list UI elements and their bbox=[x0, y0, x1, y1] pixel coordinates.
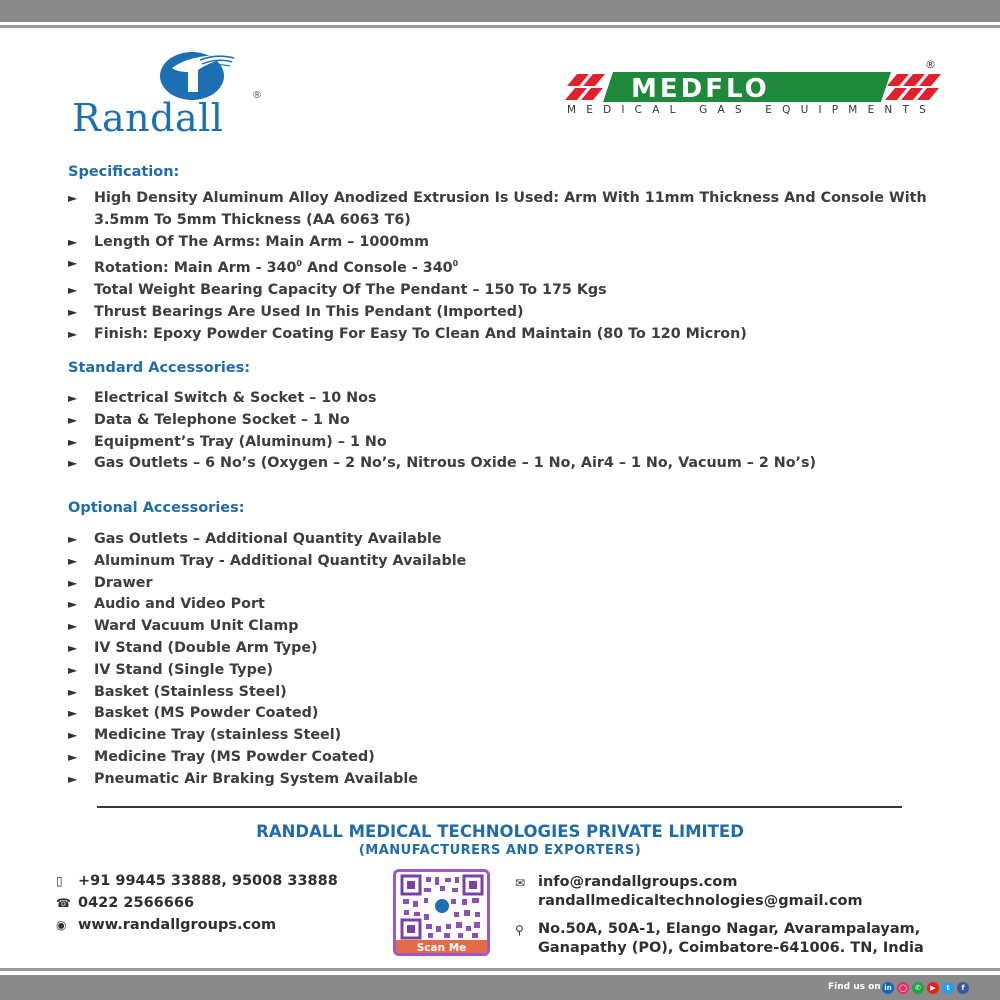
email-contact bbox=[515, 873, 863, 911]
bullet-arrow-icon: ► bbox=[68, 553, 78, 568]
location-pin-icon: ⚲ bbox=[515, 923, 524, 937]
bullet-arrow-icon: ► bbox=[68, 597, 78, 612]
email-secondary[interactable]: randallmedicaltechnologies@gmail.com bbox=[538, 893, 863, 909]
list-item: ► Gas Outlets – 6 No’s (Oxygen – 2 No’s, Nitrous Oxide – 1 No, Air4 – 1 No, Vacuum – 2 No’s) bbox=[68, 453, 958, 475]
list-item: ► Equipment’s Tray (Aluminum) – 1 No bbox=[68, 432, 958, 454]
bullet-arrow-icon: ► bbox=[68, 304, 78, 319]
bullet-arrow-icon: ► bbox=[68, 326, 78, 341]
youtube-icon[interactable]: ▶ bbox=[927, 982, 939, 994]
medflo-wordmark bbox=[565, 70, 955, 104]
list-item: ► Drawer bbox=[68, 573, 958, 595]
email-icon: ✉ bbox=[515, 876, 526, 890]
phone-contact bbox=[56, 895, 194, 911]
list-item: ► High Density Aluminum Alloy Anodized Extrusion Is Used: Arm With 11mm Thickness And Console With 3.5mm To 5mm Thickness (AA 6063 T6) bbox=[68, 190, 927, 228]
find-us-label: Find us on bbox=[828, 982, 881, 992]
bullet-arrow-icon: ► bbox=[68, 434, 78, 449]
bullet-arrow-icon: ► bbox=[68, 391, 78, 405]
website-contact bbox=[56, 917, 276, 933]
list-item: ► Ward Vacuum Unit Clamp bbox=[68, 616, 958, 638]
list-item: ► Length Of The Arms: Main Arm – 1000mm bbox=[68, 232, 958, 254]
medflo-word-text: MEDFLO bbox=[631, 74, 770, 104]
medflo-logo bbox=[565, 58, 955, 120]
list-item: ► IV Stand (Single Type) bbox=[68, 660, 958, 682]
list-item: ► Data & Telephone Socket – 1 No bbox=[68, 410, 958, 432]
list-item: ► IV Stand (Double Arm Type) bbox=[68, 638, 958, 660]
address-line-1: No.50A, 50A-1, Elango Nagar, Avarampalayam, bbox=[538, 921, 921, 937]
bullet-arrow-icon: ► bbox=[68, 749, 78, 764]
mobile-contact bbox=[56, 873, 338, 889]
bullet-arrow-icon: ► bbox=[68, 256, 78, 271]
bullet-arrow-icon: ► bbox=[68, 706, 78, 721]
twitter-icon[interactable]: t bbox=[942, 982, 954, 994]
list-item: ► Thrust Bearings Are Used In This Pendant (Imported) bbox=[68, 302, 958, 324]
list-item: ► Aluminum Tray - Additional Quantity Available bbox=[68, 551, 958, 573]
linkedin-icon[interactable]: in bbox=[882, 982, 894, 994]
bullet-arrow-icon: ► bbox=[68, 282, 78, 297]
company-name: RANDALL MEDICAL TECHNOLOGIES PRIVATE LIMITED bbox=[256, 822, 744, 841]
telephone-icon: ☎ bbox=[56, 896, 71, 910]
section-divider bbox=[97, 806, 902, 808]
randall-logo bbox=[72, 46, 272, 140]
bullet-arrow-icon: ► bbox=[68, 771, 78, 786]
whatsapp-icon[interactable]: ✆ bbox=[912, 982, 924, 994]
list-item: ► Electrical Switch & Socket – 10 Nos bbox=[68, 388, 958, 410]
optional-accessories-heading: Optional Accessories: bbox=[68, 500, 245, 516]
email-primary[interactable]: info@randallgroups.com bbox=[538, 874, 738, 890]
bullet-arrow-icon: ► bbox=[68, 575, 78, 590]
bullet-arrow-icon: ► bbox=[68, 191, 78, 205]
bullet-arrow-icon: ► bbox=[68, 684, 78, 699]
scan-me-label: Scan Me bbox=[393, 940, 490, 956]
list-item-rotation: ► Rotation: Main Arm - $340^0$ And Console - $340^0$ bbox=[68, 253, 958, 280]
facebook-icon[interactable]: f bbox=[957, 982, 969, 994]
list-item: ► Pneumatic Air Braking System Available bbox=[68, 769, 958, 791]
medflo-tagline: MEDICAL GAS EQUIPMENTS bbox=[567, 104, 936, 116]
randall-registered-mark: ® bbox=[252, 90, 262, 101]
specification-heading: Specification: bbox=[68, 164, 180, 180]
globe-icon: ◉ bbox=[56, 918, 67, 932]
list-item: ► Medicine Tray (MS Powder Coated) bbox=[68, 747, 958, 769]
medflo-registered-mark: ® bbox=[925, 58, 936, 71]
bullet-arrow-icon: ► bbox=[68, 234, 78, 249]
bullet-arrow-icon: ► bbox=[68, 456, 78, 471]
address-line-2: Ganapathy (PO), Coimbatore-641006. TN, India bbox=[538, 940, 924, 956]
instagram-icon[interactable]: ◯ bbox=[897, 982, 909, 994]
bullet-arrow-icon: ► bbox=[68, 619, 78, 634]
footer-rule bbox=[0, 968, 1000, 971]
bullet-arrow-icon: ► bbox=[68, 412, 78, 427]
randall-wordmark: Randall bbox=[72, 96, 224, 140]
header-rule bbox=[0, 25, 1000, 28]
list-item: ► Total Weight Bearing Capacity Of The Pendant – 150 To 175 Kgs bbox=[68, 280, 958, 302]
list-item: ► Basket (Stainless Steel) bbox=[68, 682, 958, 704]
mobile-number[interactable]: +91 99445 33888, 95008 33888 bbox=[78, 873, 338, 889]
list-item: ► Finish: Epoxy Powder Coating For Easy To Clean And Maintain (80 To 120 Micron) bbox=[68, 324, 958, 346]
qr-code-icon bbox=[400, 874, 484, 940]
phone-number[interactable]: 0422 2566666 bbox=[78, 895, 195, 911]
bullet-arrow-icon: ► bbox=[68, 662, 78, 677]
standard-accessories-list bbox=[68, 388, 958, 475]
standard-accessories-heading: Standard Accessories: bbox=[68, 360, 251, 376]
list-item: ► Gas Outlets – Additional Quantity Available bbox=[68, 529, 958, 551]
optional-accessories-list bbox=[68, 529, 958, 791]
company-subtitle: (MANUFACTURERS AND EXPORTERS) bbox=[358, 843, 642, 858]
bullet-arrow-icon: ► bbox=[68, 640, 78, 655]
address-contact bbox=[515, 920, 924, 958]
specification-list bbox=[68, 188, 958, 345]
bullet-arrow-icon: ► bbox=[68, 728, 78, 743]
mobile-phone-icon: ▯ bbox=[56, 874, 63, 888]
qr-code-card[interactable] bbox=[393, 869, 490, 956]
randall-emblem-icon bbox=[158, 46, 236, 100]
bullet-arrow-icon: ► bbox=[68, 532, 78, 546]
list-item: ► Basket (MS Powder Coated) bbox=[68, 703, 958, 725]
list-item: ► Audio and Video Port bbox=[68, 594, 958, 616]
website-link[interactable]: www.randallgroups.com bbox=[78, 917, 277, 933]
list-item: ► Medicine Tray (stainless Steel) bbox=[68, 725, 958, 747]
header-bar bbox=[0, 0, 1000, 22]
